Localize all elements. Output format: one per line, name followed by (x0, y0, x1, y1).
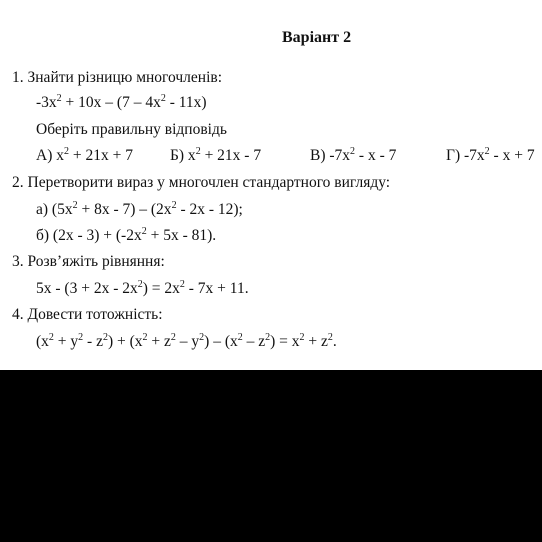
task-3-equation: $5x - (3 + 2x - 2x^2) = 2x^2 - 7x + 11$. (36, 279, 249, 297)
black-background-area (0, 370, 542, 542)
task-4-heading: 4. Довести тотожність: (12, 306, 163, 323)
task-4-identity: $(x^2 + y^2 - z^2) + (x^2 + z^2 - y^2) - (x^2 - z^2) = x^2 + z^2$. (36, 332, 337, 350)
answer-option-b[interactable]: Б) $x^2 + 21x - 7$ (170, 146, 262, 164)
answer-option-g[interactable]: Г) $-7x^2 - x + 7$ (446, 146, 535, 164)
variant-title: Варіант 2 (282, 29, 352, 46)
task-3-heading: 3. Розв’яжіть рівняння: (12, 253, 165, 270)
answer-option-v[interactable]: В) $-7x^2$ - x - 7 (310, 146, 397, 164)
task-1-prompt: Оберіть правильну відповідь (36, 121, 227, 138)
task-1-expression: $-3x^2 + 10x - (7 - 4x^2 - 11x)$ (36, 93, 207, 111)
task-2a-expression: а) $(5x^2 + 8x - 7) - (2x^2 - 2x - 12)$; (36, 200, 243, 218)
task-2-heading: 2. Перетворити вираз у многочлен стандартного вигляду: (12, 174, 391, 191)
answer-option-a[interactable]: А) $x^2 + 21x + 7$ (36, 146, 133, 164)
task-2b-expression: б) $(2x - 3) + (-2x^2 + 5x - 81)$. (36, 226, 217, 244)
task-1-heading: 1. Знайти різницю многочленів: (12, 69, 223, 86)
